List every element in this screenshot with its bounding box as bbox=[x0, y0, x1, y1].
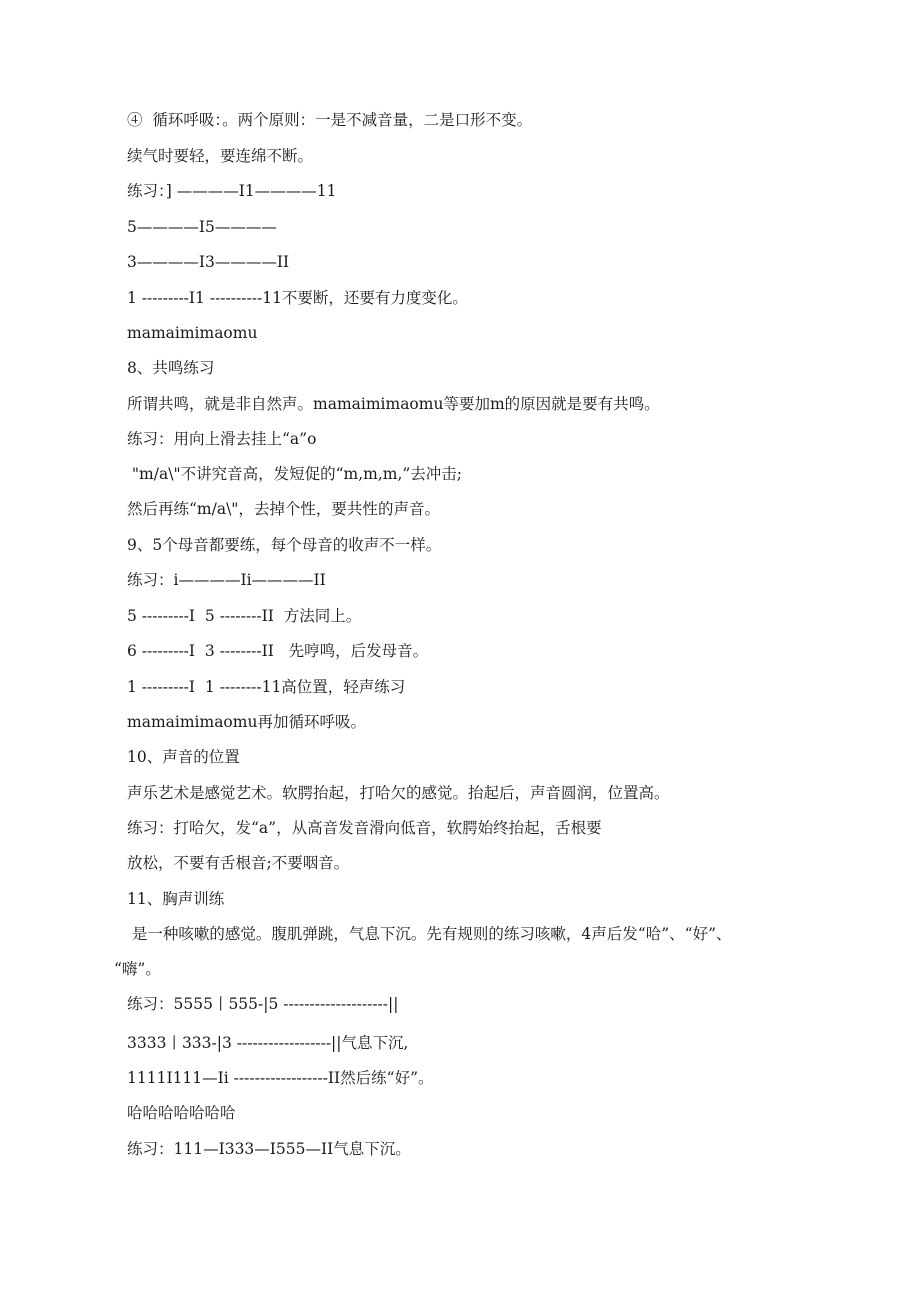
section-heading-chest-voice: 11、胸声训练 bbox=[127, 890, 225, 908]
text-line-short-m: "m/a\"不讲究音高，发短促的“m,m,m,”去冲击; bbox=[127, 465, 463, 483]
text-line-exercise-vowels-b: 5 ---------I 5 --------II 方法同上。 bbox=[127, 607, 362, 625]
text-line-relax: 放松，不要有舌根音;不要咽音。 bbox=[127, 854, 350, 872]
text-line-syllables: mamaimimaomu bbox=[127, 324, 258, 342]
text-line-exercise-1c: 3————I3————II bbox=[127, 253, 290, 271]
text-line-continue-breath: 续气时要轻，要连绵不断。 bbox=[127, 147, 314, 165]
text-line-cough-feeling: 是一种咳嗽的感觉。腹肌弹跳，气息下沉。先有规则的练习咳嗽，4声后发“哈”、“好”、 bbox=[127, 925, 732, 943]
text-line-exercise-vowels: 练习：i————Ii————II bbox=[127, 571, 326, 589]
section-heading-vowels: 9、5个母音都要练，每个母音的收声不一样。 bbox=[127, 536, 442, 554]
text-line-resonance-definition: 所谓共鸣，就是非自然声。mamaimimaomu等要加m的原因就是要有共鸣。 bbox=[127, 395, 660, 413]
section-heading-voice-position: 10、声音的位置 bbox=[127, 748, 240, 766]
text-line-vocal-art: 声乐艺术是感觉艺术。软腭抬起，打哈欠的感觉。抬起后，声音圆润，位置高。 bbox=[127, 784, 670, 802]
text-line-then-practice: 然后再练“m/a\"，去掉个性，要共性的声音。 bbox=[127, 500, 440, 518]
text-line-exercise-1d: 1 ---------I1 ----------11不要断，还要有力度变化。 bbox=[127, 289, 468, 307]
text-line-exercise-vowels-d: 1 ---------I 1 --------11高位置，轻声练习 bbox=[127, 678, 406, 696]
text-line-exercise-vowels-c: 6 ---------I 3 --------II 先哼鸣，后发母音。 bbox=[127, 642, 429, 660]
section-heading-resonance: 8、共鸣练习 bbox=[127, 359, 215, 377]
text-line-exercise-5555: 练习：5555丨555-|5 --------------------|| bbox=[127, 995, 399, 1013]
text-line-haha: 哈哈哈哈哈哈哈 bbox=[127, 1104, 236, 1122]
text-line-exercise-1111: 1111I111—Ii ------------------II然后练“好”。 bbox=[127, 1069, 434, 1087]
text-line-exercise-yawn: 练习：打哈欠，发“a”，从高音发音滑向低音，软腭始终抬起，舌根要 bbox=[127, 819, 602, 837]
text-line-exercise-slide: 练习：用向上滑去挂上“a”o bbox=[127, 430, 317, 448]
text-line-hai: “嗨”。 bbox=[114, 960, 161, 978]
text-line-add-breathing: mamaimimaomu再加循环呼吸。 bbox=[127, 713, 366, 731]
text-line-exercise-1b: 5————I5———— bbox=[127, 218, 277, 236]
text-line-exercise-3333: 3333丨333-|3 ------------------||气息下沉, bbox=[127, 1034, 409, 1052]
text-line-circular-breathing: ④ 循环呼吸：。两个原则：一是不减音量，二是口形不变。 bbox=[127, 111, 533, 129]
text-line-exercise-111: 练习：111—I333—I555—II气息下沉。 bbox=[127, 1140, 411, 1158]
text-line-exercise-1: 练习：] ————I1————11 bbox=[127, 182, 337, 200]
